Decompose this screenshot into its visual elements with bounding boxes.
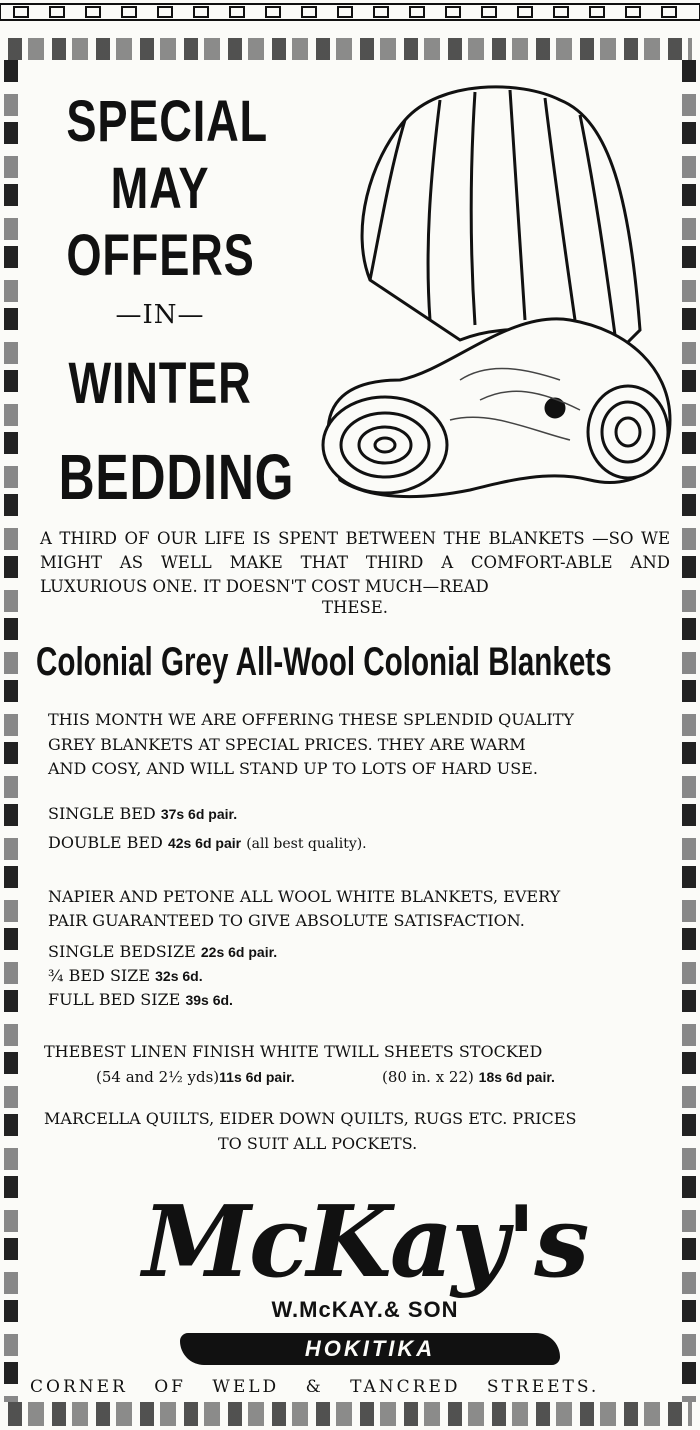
top-pattern-strip (8, 38, 692, 60)
footer-address: CORNER OF WELD & TANCRED STREETS. (30, 1377, 600, 1397)
colonial-heading: Colonial Grey All-Wool Colonial Blankets (36, 640, 612, 684)
right-border (682, 60, 696, 1402)
logo-town-banner: HOKITIKA (180, 1333, 560, 1365)
headline-winter: WINTER (68, 351, 252, 416)
napier-full-price: 39s 6d. (185, 992, 233, 1008)
mckays-logo (130, 1185, 600, 1375)
napier-three-quarter-row (48, 964, 203, 988)
sheets-price-1: 11s 6d pair. (219, 1069, 295, 1085)
sheets-price-row-2 (382, 1065, 555, 1089)
quilts-line-1: MARCELLA QUILTS, EIDER DOWN QUILTS, RUGS ETC. PRICES (44, 1109, 577, 1128)
colonial-single-label: SINGLE BED (48, 804, 156, 823)
sheets-size-2: (80 in. x 22) (382, 1068, 474, 1086)
napier-single-label: SINGLE BEDSIZE (48, 942, 196, 961)
napier-full-label: FULL BED SIZE (48, 990, 181, 1009)
colonial-double-label: DOUBLE BED (48, 833, 163, 852)
napier-three-quarter-label: ¾ BED SIZE (48, 966, 151, 985)
colonial-double-price: 42s 6d pair (167, 835, 242, 851)
colonial-line-3: AND COSY, AND WILL STAND UP TO LOTS OF HARD USE. (48, 759, 538, 778)
colonial-line-1: THIS MONTH WE ARE OFFERING THESE SPLENDID QUALITY (48, 710, 574, 729)
colonial-line-2: GREY BLANKETS AT SPECIAL PRICES. THEY ARE WARM (48, 735, 526, 754)
sheets-size-1: (54 and 2½ yds) (96, 1068, 220, 1086)
logo-script: McKay's (142, 1185, 588, 1300)
headline-offers: OFFERS (66, 223, 255, 288)
napier-single-price: 22s 6d pair. (200, 944, 278, 960)
headline-special: SPECIAL (66, 89, 268, 154)
intro-paragraph-end: THESE. (321, 598, 389, 617)
bottom-border (8, 1402, 692, 1426)
colonial-single-price: 37s 6d pair. (160, 806, 238, 822)
sheets-price-2: 18s 6d pair. (478, 1069, 555, 1085)
napier-single-row (48, 940, 277, 964)
headline-may: MAY (110, 156, 210, 221)
headline-bedding: BEDDING (58, 441, 295, 513)
quilts-line-2: TO SUIT ALL POCKETS. (218, 1134, 418, 1153)
napier-full-row (48, 988, 233, 1012)
sheets-line-1: THEBEST LINEN FINISH WHITE TWILL SHEETS STOCKED (44, 1042, 543, 1061)
quilt-illustration (310, 80, 680, 500)
logo-firm-name: W.McKAY.& SON (271, 1297, 459, 1322)
colonial-double-note: (all best quality). (246, 836, 367, 852)
top-border (0, 0, 700, 24)
colonial-double-row (48, 831, 367, 856)
napier-line-1: NAPIER AND PETONE ALL WOOL WHITE BLANKETS, EVERY (48, 887, 561, 906)
sheets-price-row-1 (96, 1065, 295, 1089)
napier-line-2: PAIR GUARANTEED TO GIVE ABSOLUTE SATISFACTION. (48, 911, 525, 930)
left-border (4, 60, 18, 1402)
colonial-single-row (48, 802, 237, 826)
intro-paragraph: A THIRD OF OUR LIFE IS SPENT BETWEEN THE BLANKETS —SO WE MIGHT AS WELL MAKE THAT THIRD A COMFORT-ABLE AND LUXURIOUS ONE. IT DOESN'T COST MUCH—READ (40, 529, 670, 596)
napier-three-quarter-price: 32s 6d. (155, 968, 203, 984)
headline-in: —IN— (115, 300, 205, 330)
